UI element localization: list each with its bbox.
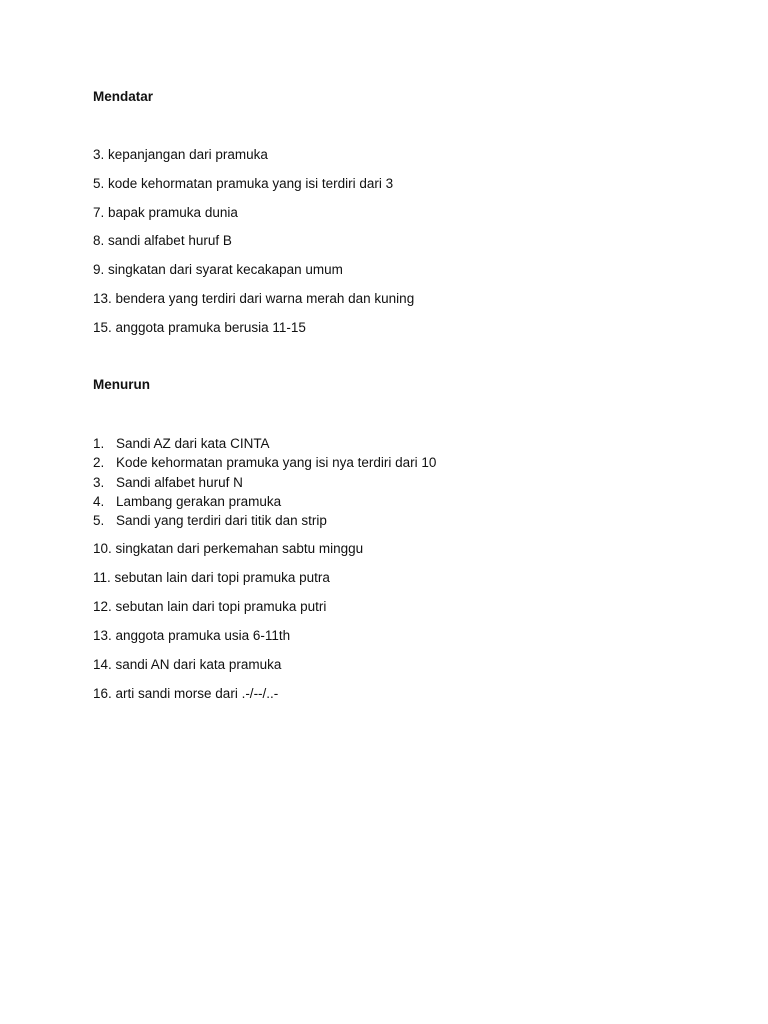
list-item-number: 4. <box>93 493 105 509</box>
section-title-mendatar: Mendatar <box>93 89 154 104</box>
list-item-text: Sandi alfabet huruf N <box>116 474 243 490</box>
list-item-number: 2. <box>93 455 105 471</box>
clue-mendatar-8: 8. sandi alfabet huruf B <box>93 233 232 248</box>
clue-menurun-11: 11. sebutan lain dari topi pramuka putra <box>93 570 330 585</box>
clue-mendatar-5: 5. kode kehormatan pramuka yang isi terdiri dari 3 <box>93 176 394 191</box>
list-item <box>93 492 436 511</box>
clue-menurun-16: 16. arti sandi morse dari .-/--/..- <box>93 686 279 701</box>
list-item-number: 3. <box>93 474 105 490</box>
clue-mendatar-15: 15. anggota pramuka berusia 11-15 <box>93 320 306 335</box>
list-item <box>93 473 436 492</box>
list-item <box>93 453 436 472</box>
list-item-text: Sandi yang terdiri dari titik dan strip <box>116 513 327 529</box>
clue-mendatar-13: 13. bendera yang terdiri dari warna merah dan kuning <box>93 291 415 306</box>
clue-menurun-12: 12. sebutan lain dari topi pramuka putri <box>93 599 327 614</box>
clue-mendatar-3: 3. kepanjangan dari pramuka <box>93 147 268 162</box>
clue-menurun-10: 10. singkatan dari perkemahan sabtu minggu <box>93 541 364 556</box>
list-item-number: 1. <box>93 436 105 451</box>
menurun-numbered-list <box>93 434 436 530</box>
clue-menurun-13: 13. anggota pramuka usia 6-11th <box>93 628 291 643</box>
clue-menurun-14: 14. sandi AN dari kata pramuka <box>93 657 282 672</box>
section-title-menurun: Menurun <box>93 377 150 392</box>
clue-mendatar-9: 9. singkatan dari syarat kecakapan umum <box>93 262 343 277</box>
list-item-text: Sandi AZ dari kata CINTA <box>116 436 270 451</box>
list-item-text: Lambang gerakan pramuka <box>116 493 282 509</box>
list-item <box>93 511 436 530</box>
clue-mendatar-7: 7. bapak pramuka dunia <box>93 205 238 220</box>
list-item <box>93 434 436 453</box>
list-item-text: Kode kehormatan pramuka yang isi nya terdiri dari 10 <box>116 455 437 471</box>
list-item-number: 5. <box>93 513 105 529</box>
